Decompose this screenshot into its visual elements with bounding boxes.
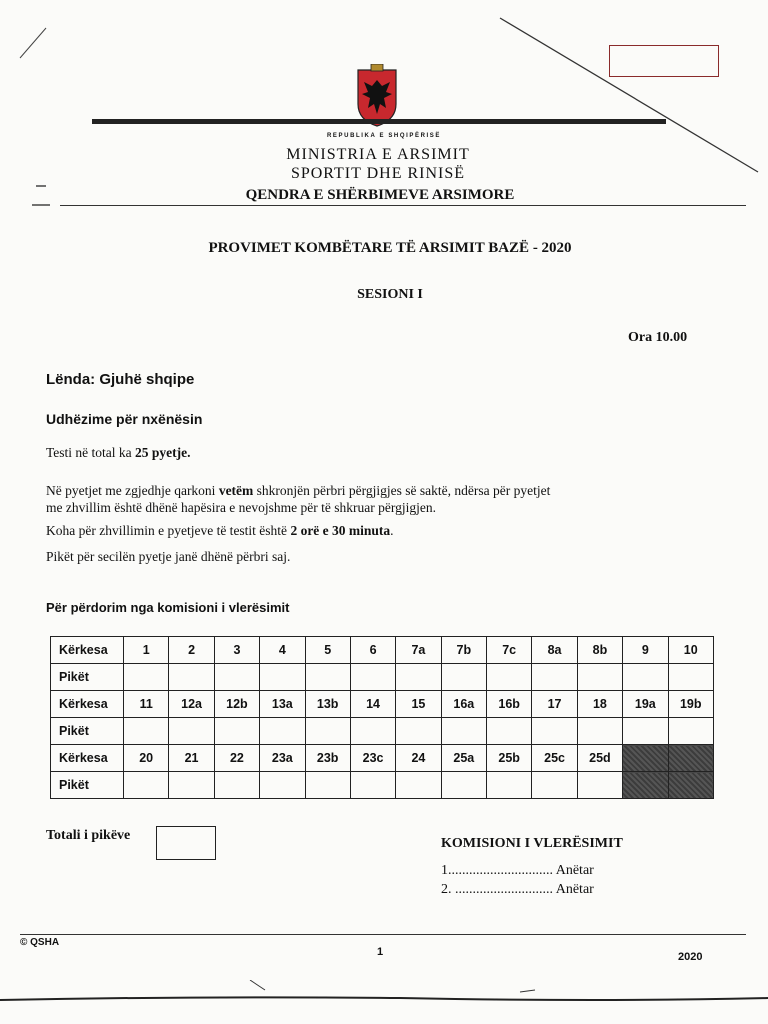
- task-number-cell: 2: [169, 637, 214, 664]
- grading-table: [50, 636, 714, 799]
- task-number-cell: 1: [124, 637, 169, 664]
- task-row-label: Kërkesa: [51, 637, 124, 664]
- points-entry-cell[interactable]: [169, 718, 214, 745]
- task-number-cell: 23b: [305, 745, 350, 772]
- grading-task-row: [51, 691, 714, 718]
- points-entry-cell[interactable]: [668, 664, 714, 691]
- header-divider-bar: [92, 119, 666, 124]
- instruction-choice-line2: me zhvillim është dhënë hapësira e nevojshme për të shkruar përgjigjen.: [46, 500, 436, 515]
- points-entry-cell[interactable]: [305, 664, 350, 691]
- task-number-cell: 15: [396, 691, 441, 718]
- task-number-cell: 12a: [169, 691, 214, 718]
- task-number-cell: 4: [260, 637, 305, 664]
- points-entry-cell[interactable]: [487, 772, 532, 799]
- center-name: QENDRA E SHËRBIMEVE ARSIMORE: [245, 187, 515, 203]
- points-entry-cell[interactable]: [577, 664, 622, 691]
- instruction-duration-suffix: .: [390, 523, 394, 538]
- instruction-points: Pikët për secilën pyetje janë dhënë përbri saj.: [46, 549, 291, 564]
- points-entry-cell[interactable]: [260, 772, 305, 799]
- code-stamp-box: [609, 45, 719, 77]
- task-number-cell: 7c: [487, 637, 532, 664]
- task-number-cell: 5: [305, 637, 350, 664]
- exam-session: SESIONI I: [357, 287, 423, 302]
- task-number-cell: 23a: [260, 745, 305, 772]
- ministry-name-line1: MINISTRIA E ARSIMIT: [286, 146, 470, 163]
- task-number-cell: 23c: [350, 745, 395, 772]
- committee-title: KOMISIONI I VLERËSIMIT: [441, 836, 623, 851]
- points-entry-cell[interactable]: [214, 664, 259, 691]
- points-entry-cell[interactable]: [623, 718, 668, 745]
- points-entry-cell[interactable]: [396, 772, 441, 799]
- task-row-label: Kërkesa: [51, 691, 124, 718]
- task-number-cell: 14: [350, 691, 395, 718]
- task-number-cell: 11: [124, 691, 169, 718]
- instruction-duration-prefix: Koha për zhvillimin e pyetjeve të testit është: [46, 523, 291, 538]
- points-entry-cell[interactable]: [577, 718, 622, 745]
- task-number-cell: 12b: [214, 691, 259, 718]
- task-number-cell: 7b: [441, 637, 486, 664]
- points-entry-cell[interactable]: [124, 772, 169, 799]
- subject-label: Lënda: Gjuhë shqipe: [46, 371, 195, 388]
- exam-time: Ora 10.00: [628, 330, 688, 345]
- points-entry-cell[interactable]: [487, 664, 532, 691]
- points-entry-cell[interactable]: [532, 718, 577, 745]
- task-number-cell: 25b: [487, 745, 532, 772]
- points-entry-cell[interactable]: [487, 718, 532, 745]
- task-number-cell: 24: [396, 745, 441, 772]
- task-number-cell: 18: [577, 691, 622, 718]
- points-entry-cell[interactable]: [350, 718, 395, 745]
- footer-copyright: © QSHA: [20, 937, 60, 948]
- header-rule: [60, 205, 746, 206]
- task-number-cell: 22: [214, 745, 259, 772]
- grading-task-row: [51, 637, 714, 664]
- republic-caption: REPUBLIKA E SHQIPËRISË: [327, 133, 441, 139]
- shaded-cell: [668, 745, 714, 772]
- footer-year: 2020: [678, 951, 703, 963]
- task-number-cell: 25c: [532, 745, 577, 772]
- task-number-cell: 16a: [441, 691, 486, 718]
- task-number-cell: 13a: [260, 691, 305, 718]
- points-entry-cell[interactable]: [214, 718, 259, 745]
- points-entry-cell[interactable]: [305, 772, 350, 799]
- task-number-cell: 13b: [305, 691, 350, 718]
- shaded-cell: [668, 772, 714, 799]
- instruction-choice-bold: vetëm: [218, 483, 254, 498]
- exam-title: PROVIMET KOMBËTARE TË ARSIMIT BAZË - 2020: [208, 240, 572, 256]
- task-number-cell: 20: [124, 745, 169, 772]
- grading-heading: Për përdorim nga komisioni i vlerësimit: [46, 600, 290, 615]
- task-number-cell: 8a: [532, 637, 577, 664]
- points-entry-cell[interactable]: [124, 664, 169, 691]
- points-entry-cell[interactable]: [668, 718, 714, 745]
- total-points-box[interactable]: [156, 826, 216, 860]
- points-entry-cell[interactable]: [260, 718, 305, 745]
- footer-rule: [20, 934, 746, 935]
- points-entry-cell[interactable]: [396, 718, 441, 745]
- points-entry-cell[interactable]: [532, 664, 577, 691]
- task-number-cell: 8b: [577, 637, 622, 664]
- grading-points-row: [51, 664, 714, 691]
- scan-bottom-edge: [0, 980, 768, 1024]
- instruction-choice-a: Në pyetjet me zgjedhje qarkoni: [46, 483, 219, 498]
- points-entry-cell[interactable]: [169, 664, 214, 691]
- task-number-cell: 25a: [441, 745, 486, 772]
- points-entry-cell[interactable]: [396, 664, 441, 691]
- task-row-label: Kërkesa: [51, 745, 124, 772]
- points-row-label: Pikët: [51, 718, 124, 745]
- instruction-total: [46, 445, 191, 461]
- task-number-cell: 16b: [487, 691, 532, 718]
- points-entry-cell[interactable]: [124, 718, 169, 745]
- points-entry-cell[interactable]: [214, 772, 259, 799]
- task-number-cell: 17: [532, 691, 577, 718]
- points-entry-cell[interactable]: [350, 664, 395, 691]
- points-row-label: Pikët: [51, 772, 124, 799]
- instruction-choice-b: shkronjën përbri përgjigjes së saktë, ndërsa për pyetjet: [253, 483, 551, 498]
- instructions-heading: Udhëzime për nxënësin: [46, 411, 203, 427]
- shaded-cell: [623, 772, 668, 799]
- task-number-cell: 7a: [396, 637, 441, 664]
- points-entry-cell[interactable]: [260, 664, 305, 691]
- points-entry-cell[interactable]: [577, 772, 622, 799]
- pen-diagonal-stroke: [0, 0, 768, 260]
- points-entry-cell[interactable]: [532, 772, 577, 799]
- task-number-cell: 3: [214, 637, 259, 664]
- points-entry-cell[interactable]: [441, 772, 486, 799]
- task-number-cell: 9: [623, 637, 668, 664]
- points-entry-cell[interactable]: [305, 718, 350, 745]
- instruction-duration-value: 2 orë e 30 minuta: [290, 523, 391, 538]
- points-entry-cell[interactable]: [441, 664, 486, 691]
- instruction-total-prefix: Testi në total ka: [46, 445, 136, 460]
- points-entry-cell[interactable]: [350, 772, 395, 799]
- ministry-name-line2: SPORTIT DHE RINISË: [290, 165, 466, 182]
- instruction-total-count: 25 pyetje.: [135, 445, 191, 460]
- instruction-duration: [46, 523, 394, 539]
- points-entry-cell[interactable]: [623, 664, 668, 691]
- points-entry-cell[interactable]: [169, 772, 214, 799]
- grading-points-row: [51, 718, 714, 745]
- points-entry-cell[interactable]: [441, 718, 486, 745]
- total-points-label: Totali i pikëve: [46, 828, 131, 843]
- task-number-cell: 21: [169, 745, 214, 772]
- task-number-cell: 19b: [668, 691, 714, 718]
- committee-member-1: 1.............................. Anëtar: [441, 863, 594, 878]
- committee-member-2: 2. ............................ Anëtar: [441, 882, 594, 897]
- footer-page-number: 1: [377, 946, 384, 958]
- instruction-choice: [46, 482, 686, 516]
- task-number-cell: 19a: [623, 691, 668, 718]
- points-row-label: Pikët: [51, 664, 124, 691]
- task-number-cell: 6: [350, 637, 395, 664]
- grading-points-row: [51, 772, 714, 799]
- task-number-cell: 25d: [577, 745, 622, 772]
- shaded-cell: [623, 745, 668, 772]
- task-number-cell: 10: [668, 637, 714, 664]
- grading-task-row: [51, 745, 714, 772]
